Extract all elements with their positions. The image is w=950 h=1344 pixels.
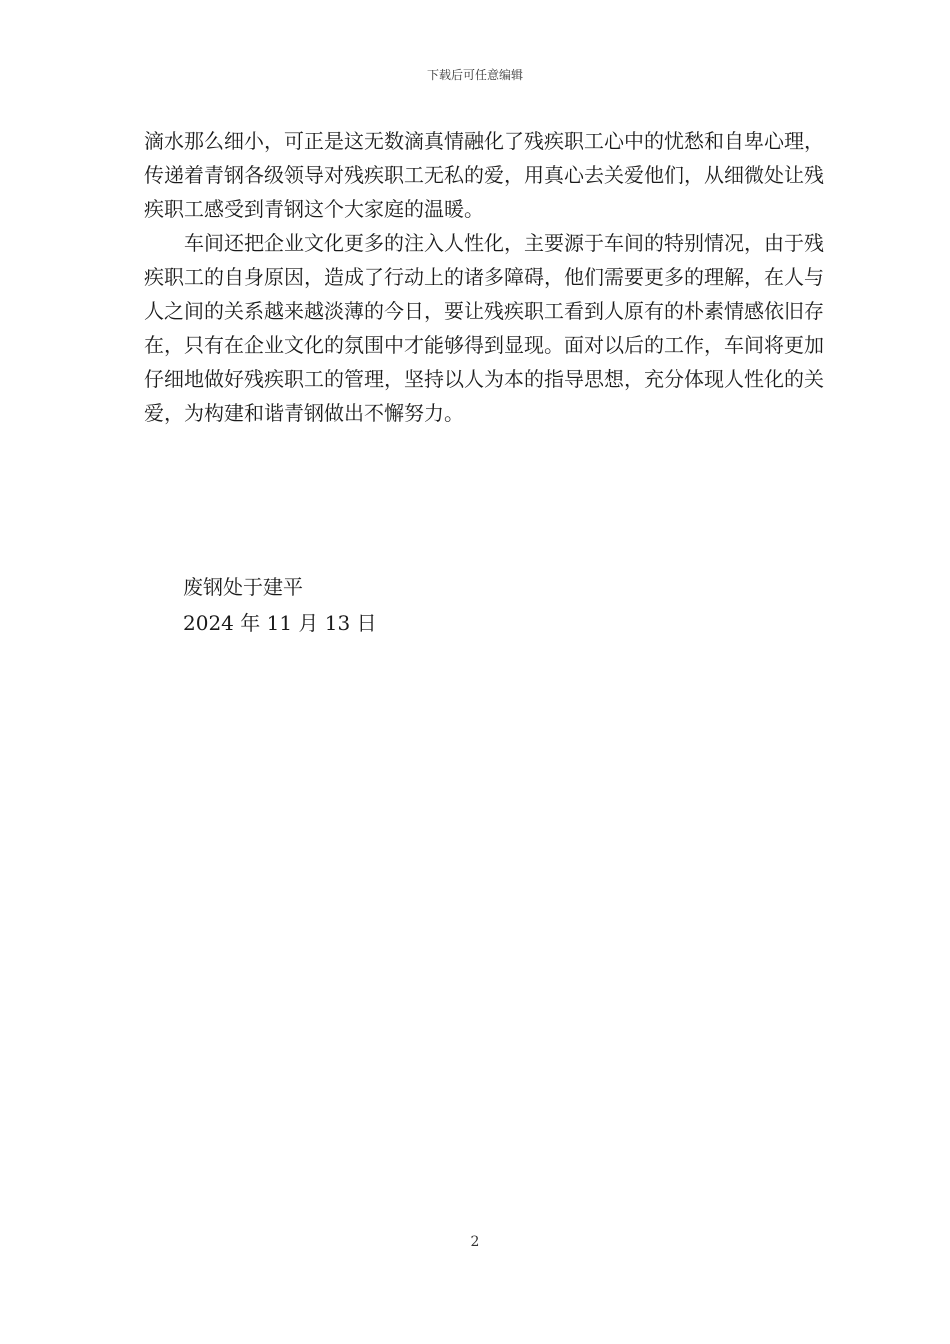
- body-line: 人之间的关系越来越淡薄的今日，要让残疾职工看到人原有的朴素情感依旧存: [144, 299, 824, 323]
- body-line: 疾职工的自身原因，造成了行动上的诸多障碍，他们需要更多的理解，在人与: [144, 265, 824, 289]
- body-line: 传递着青钢各级领导对残疾职工无私的爱，用真心去关爱他们，从细微处让残: [144, 163, 824, 187]
- page-number: 2: [470, 1234, 480, 1250]
- body-line: 车间还把企业文化更多的注入人性化，主要源于车间的特别情况，由于残: [184, 231, 824, 255]
- body-line: 在，只有在企业文化的氛围中才能够得到显现。面对以后的工作，车间将更加: [144, 333, 824, 357]
- signature-block: [183, 570, 377, 642]
- body-line: 仔细地做好残疾职工的管理，坚持以人为本的指导思想，充分体现人性化的关: [144, 367, 824, 391]
- body-line: 滴水那么细小，可正是这无数滴真情融化了残疾职工心中的忧愁和自卑心理，: [144, 129, 824, 153]
- body-line: 爱，为构建和谐青钢做出不懈努力。: [144, 401, 464, 425]
- signature-date: 2024 年 11 月 13 日: [183, 611, 377, 635]
- body-text: [144, 124, 824, 430]
- signature-author: 废钢处于建平: [183, 575, 303, 599]
- body-line: 疾职工感受到青钢这个大家庭的温暖。: [144, 197, 484, 221]
- page-header: 下载后可任意编辑: [426, 68, 523, 82]
